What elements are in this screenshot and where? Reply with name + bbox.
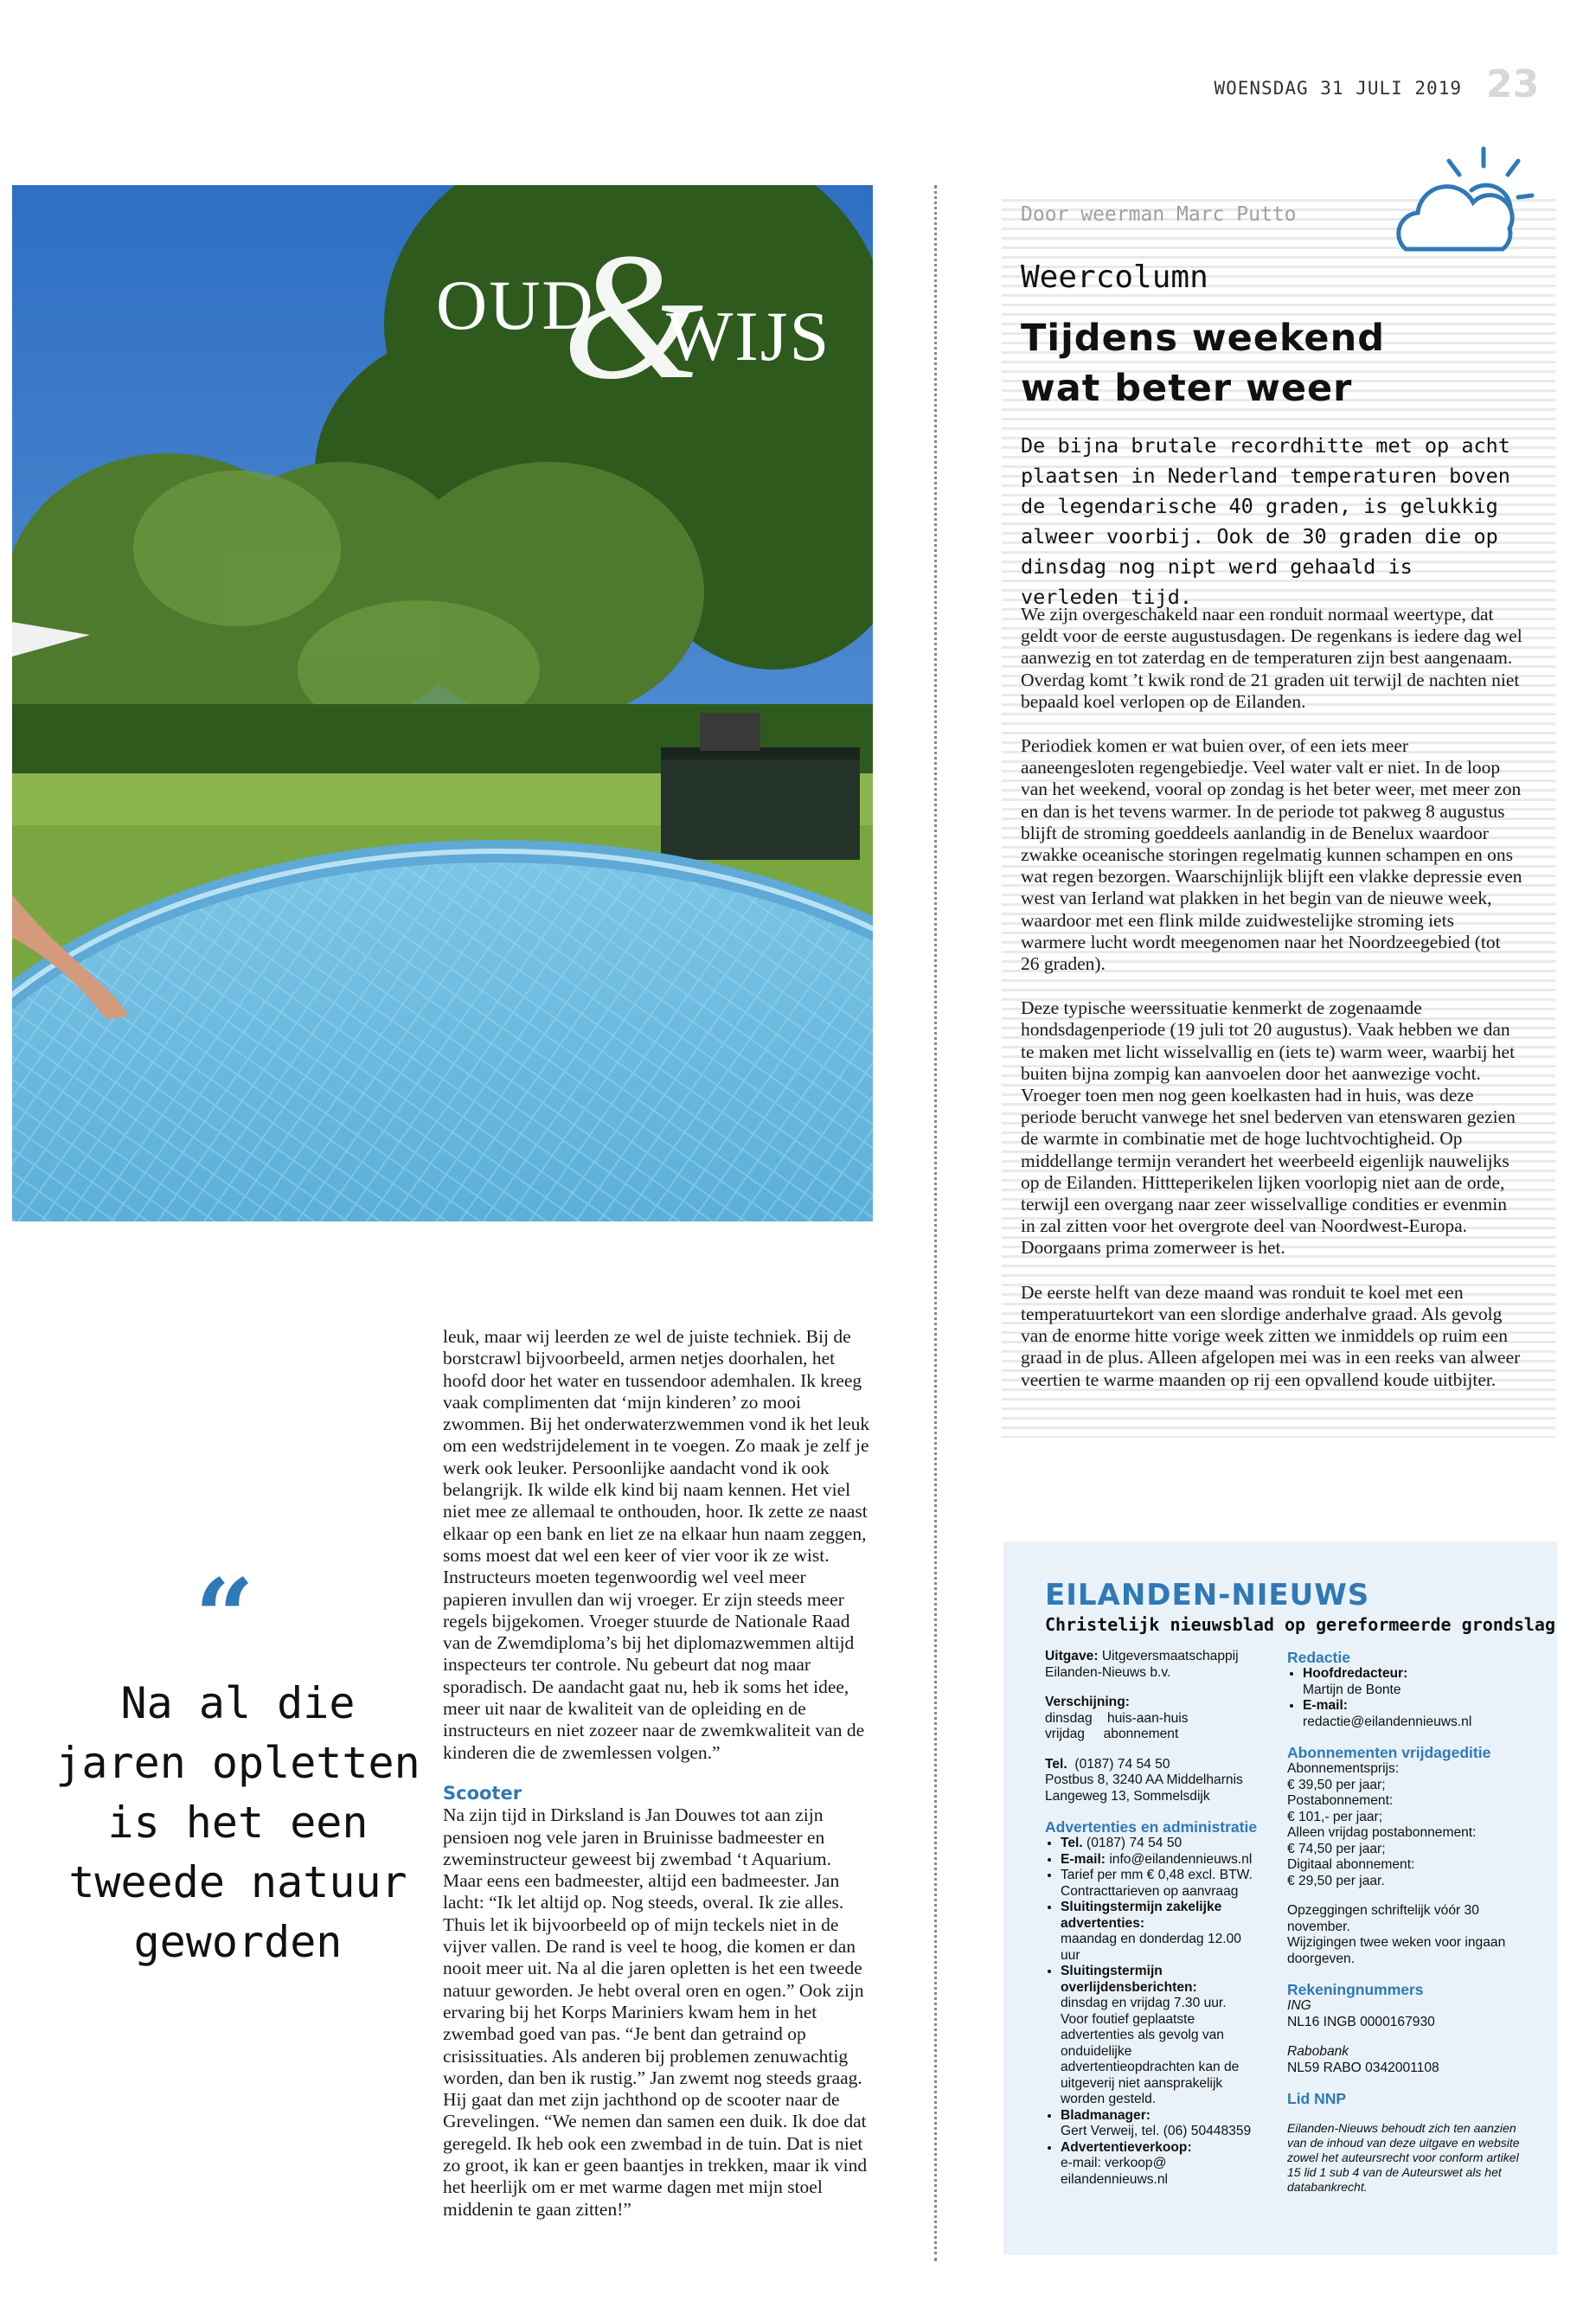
address: Langeweg 13, Sommelsdijk [1045, 1788, 1210, 1804]
phone: Tel. (0187) 74 54 50 [1045, 1756, 1170, 1772]
abon-line: € 101,- per jaar; [1287, 1809, 1383, 1824]
rekeningnummers-heading: Rekeningnummers [1287, 1981, 1424, 1998]
verschijning-label: Verschijning: [1045, 1695, 1130, 1709]
lid-nnp: Lid NNP [1287, 2090, 1347, 2107]
advertenties-heading: Advertenties en administratie [1045, 1818, 1258, 1836]
abon-line: € 39,50 per jaar; [1287, 1777, 1386, 1792]
abon-line: Postabonnement: [1287, 1793, 1394, 1808]
weather-byline: Door weerman Marc Putto [1021, 203, 1297, 226]
wijzigingen: Wijzigingen twee weken voor ingaan doorgeven. [1287, 1935, 1506, 1966]
article-column [443, 1326, 874, 2221]
weather-paragraph: Deze typische weerssituatie kenmerkt de zogenaamde hondsdagenperiode (19 juli tot 20 augustus). Vaak hebben we dan te maken met licht wisselvallig en (iets te) warm weer, waarbij het buiten bijna zompig kan aanvoelen door het aanwezige vocht. Vroeger toen men nog geen koelkasten had in huis, was deze periode berucht vanwege het snel bederven van etenswaren gezien de warmte in combinatie met de hoge luchtvochtigheid. Op middellange termijn verandert het weerbeeld eigenlijk nauwelijks op de Eilanden. Hittteperikelen lijken voorlopig niet aan de orde, terwijl een overgang naar zeer wisselvallige condities er evenmin in zal zitten voor het overgrote deel van Noordwest-Europa. Doorgaans prima zomerweer is het. [1021, 997, 1516, 1259]
verschijning-line: vrijdag abonnement [1045, 1727, 1179, 1741]
page-number: 23 [1486, 62, 1540, 106]
article-paragraph: Na zijn tijd in Dirksland is Jan Douwes tot aan zijn pensioen nog vele jaren in Bruinisse badmeester en zweminstructeur geweest bij zwembad ‘t Aquarium. Maar eens een badmeester, altijd een badmeester. Jan lacht: “Ik let altijd op. Nog steeds, overal. Ik zie alles. Thuis let ik bijvoorbeeld op of mijn teckels niet in de vijver vallen. De rand is veel te hoog, die komen er dan nooit meer uit. Na al die jaren opletten is het een tweede natuur geworden. Je hebt overal oren en ogen.” Ook zijn ervaring bij het Korps Mariniers kwam hem in het zwembad goed van pas. “Je bent dan getraind op crisissituaties. Als anderen bij problemen zenuwachtig worden, dan ben ik rustig.” Jan zwemt nog steeds graag. Hij gaat dan met zijn jachthond op de scooter naar de Grevelingen. “We nemen dan samen een duik. Ik doe dat geregeld. Ik heb ook een zwembad in de tuin. Dat is niet zo groot, ik kan er geen baantjes in trekken, maar ik vind het heerlijk om er met warme dagen met mijn stoel middenin te gaan zitten!” [443, 1804, 868, 2220]
abon-line: Abonnementsprijs: [1287, 1761, 1400, 1776]
rabo-number: NL59 RABO 0342001108 [1287, 2060, 1439, 2075]
colophon [1003, 1541, 1557, 2255]
abon-line: € 74,50 per jaar; [1287, 1841, 1386, 1856]
ing-label: ING [1287, 1998, 1311, 2013]
sluiting-zakelijk: • Sluitingstermijn zakelijke advertenties: maandag en donderdag 12.00 uur [1061, 1900, 1261, 1964]
weather-paragraph: De eerste helft van deze maand was ronduit te koel met een temperatuurtekort van een slordige anderhalve graad. Als gevolg van de enorme hitte vorige week zitten we inmiddels op ruim een graad in de plus. Alleen afgelopen mei was in een reeks van alweer veertien te warme maanden op rij een opvallend koude uitbijter. [1021, 1281, 1521, 1390]
opzeggingen: Opzeggingen schriftelijk vóór 30 november. [1287, 1903, 1479, 1934]
redactie-email: • E-mail: redactie@eilandennieuws.nl [1303, 1698, 1521, 1730]
weather-intro: De bijna brutale recordhitte met op acht plaatsen in Nederland temperaturen boven de legendarische 40 graden, is gelukkig alweer voorbij. Ook de 30 graden die op dinsdag nog nipt werd gehaald is verleden tijd. [1021, 433, 1510, 609]
weather-headline [1021, 313, 1505, 413]
issue-date: WOENSDAG 31 JULI 2019 [1214, 78, 1462, 99]
brand-slogan: Christelijk nieuwsblad op gereformeerde grondslag [1045, 1614, 1556, 1635]
column-separator [934, 185, 937, 2261]
sun-cloud-icon [1388, 145, 1535, 266]
bladmanager: • Bladmanager: Gert Verweij, tel. (06) 50448359 [1061, 2108, 1261, 2140]
brand-logo: EILANDEN-NIEUWS [1045, 1578, 1370, 1612]
article-subheading: Scooter [443, 1782, 522, 1804]
abonnementen-heading: Abonnementen vrijdageditie [1287, 1744, 1491, 1761]
colophon-left [1045, 1649, 1261, 2188]
verschijning-line: dinsdag huis-aan-huis [1045, 1710, 1189, 1726]
logo-ampersand: & [562, 216, 704, 417]
headline-line-2: wat beter weer [1021, 367, 1353, 410]
abon-line: Alleen vrijdag postabonnement: [1287, 1825, 1477, 1840]
weather-paragraph: Periodiek komen er wat buien over, of een iets meer aaneengesloten regengebiedje. Veel water valt er niet. In de loop van het weekend, vooral op zondag is het beter weer, met meer zon en dan is het tevens warmer. In de periode tot pakweg 8 augustus blijft de stroming goeddeels aanlandig in de Benelux waardoor zwakke oceanische storingen regelmatig kunnen schampen en ons wat regen bezorgen. Waarschijnlijk blijft een vlakke depressie even west van Ierland wat plakken in het begin van de nieuwe week, waardoor met een flink milde zuidwestelijke stroming iets warmere lucht wordt meegenomen naar het Noordzeegebied (tot 26 graden). [1021, 735, 1522, 975]
adv-tel: • Tel. (0187) 74 54 50 [1061, 1836, 1261, 1852]
ing-number: NL16 INGB 0000167930 [1287, 2014, 1435, 2029]
oud-wijs-logo [433, 216, 831, 417]
quote-mark-icon: “ [195, 1556, 255, 1678]
logo-wijs: WIJS [666, 297, 831, 375]
weather-paragraph: We zijn overgeschakeld naar een ronduit normaal weertype, dat geldt voor de eerste augustusdagen. De regenkans is iedere dag wel aanwezig en tot zaterdag en de temperaturen zijn best aangenaam. Overdag komt ’t kwik rond de 21 graden uit terwijl de nachten niet bepaald koel verlopen op de Eilanden. [1021, 604, 1522, 712]
weather-body [1021, 604, 1522, 1413]
rabo-label: Rabobank [1287, 2044, 1349, 2059]
headline-line-1: Tijdens weekend [1021, 317, 1385, 360]
pull-quote: Na al die jaren opletten is het een tweede natuur geworden [55, 1678, 420, 1967]
abon-line: € 29,50 per jaar. [1287, 1873, 1385, 1888]
disclaimer: Eilanden-Nieuws behoudt zich ten aanzien van de inhoud van deze uitgave en website zowel het auteursrecht voor conform artikel 15 lid 1 sub 4 van de Auteurswet als het databankrecht. [1287, 2121, 1520, 2194]
uitgave: Uitgave: Uitgeversmaatschappij Eilanden-Nieuws b.v. [1045, 1649, 1239, 1680]
advertentieverkoop: • Advertentieverkoop: e-mail: verkoop@ eilandennieuws.nl [1061, 2140, 1261, 2189]
logo-oud: OUD [436, 266, 595, 344]
weather-column-label: Weercolumn [1021, 260, 1208, 295]
address: Postbus 8, 3240 AA Middelharnis [1045, 1772, 1243, 1787]
redactie-heading: Redactie [1287, 1649, 1350, 1666]
hoofdredacteur: • Hoofdredacteur: Martijn de Bonte [1303, 1666, 1521, 1698]
abon-line: Digitaal abonnement: [1287, 1857, 1415, 1872]
colophon-right [1287, 1649, 1521, 2195]
adv-tarief: • Tarief per mm € 0,48 excl. BTW. Contracttarieven op aanvraag [1061, 1868, 1261, 1900]
sluiting-overlijden: • Sluitingstermijn overlijdensberichten: dinsdag en vrijdag 7.30 uur. Voor foutief geplaatste advertenties als gevolg van onduidelijke advertentieopdrachten kan de uitgeverij niet aansprakelijk worden gesteld. [1061, 1964, 1261, 2108]
article-paragraph: leuk, maar wij leerden ze wel de juiste techniek. Bij de borstcrawl bijvoorbeeld, armen netjes doorhalen, het hoofd door het water en tussendoor ademhalen. Ik kreeg vaak complimenten dat ‘mijn kinderen’ zo mooi zwommen. Bij het onderwaterzwemmen vond ik het leuk om een wedstrijdelement in te voegen. Zo maak je zelf je werk ook leuker. Persoonlijke aandacht vond ik ook belangrijk. Ik wilde elk kind bij naam kennen. Het viel niet mee ze allemaal te onthouden, hoor. Ik zette ze naast elkaar op een bank en liet ze na elkaar hun naam zeggen, soms moest dat wel een keer of vier voor ik ze wist. Instructeurs moeten tegenwoordig wel veel meer papieren invullen dan wij vroeger. Er zijn steeds meer regels bijgekomen. Vroeger stuurde de Nationale Raad van de Zwemdiploma’s bij het diplomazwemmen altijd inspecteurs ter controle. Nu gebeurt dat nog maar sporadisch. De aandacht gaat nu, heb ik soms het idee, meer uit naar de kwaliteit van de opleiding en de instructeurs en niet zozeer naar de zwemkwaliteit van de kinderen die de zwemlessen volgen.” [443, 1326, 870, 1763]
adv-email: • E-mail: info@eilandennieuws.nl [1061, 1852, 1261, 1868]
